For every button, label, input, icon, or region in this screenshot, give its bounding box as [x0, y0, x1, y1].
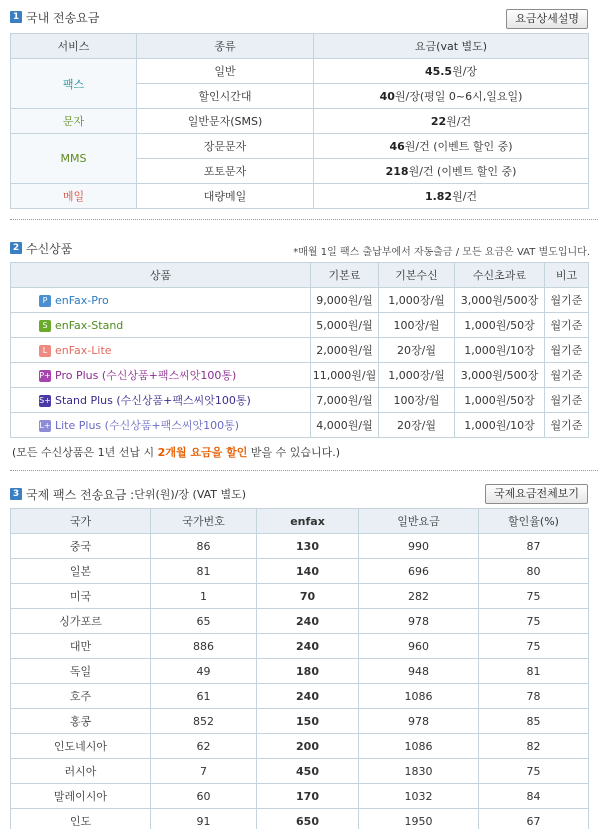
product-pro-plus[interactable]: P+ Pro Plus (수신상품+팩스씨앗100통) — [11, 363, 311, 388]
service-mail: 메일 — [11, 184, 137, 209]
table-row — [11, 184, 589, 209]
domestic-section-header — [10, 7, 99, 27]
pro-plus-icon: P+ — [39, 371, 51, 380]
discount-rate-cell: 75 — [479, 634, 589, 659]
enfax-rate-cell: 450 — [257, 759, 359, 784]
domestic-rate-table — [10, 33, 589, 209]
normal-rate-cell: 282 — [359, 584, 479, 609]
discount-rate-cell: 75 — [479, 759, 589, 784]
intl-section-header — [10, 484, 246, 504]
table-header-row — [11, 509, 589, 534]
normal-rate-cell: 1086 — [359, 684, 479, 709]
table-row — [11, 559, 589, 584]
intl-rate-table — [10, 508, 589, 829]
base-fee: 11,000원/월 — [311, 363, 379, 388]
enfax-rate-cell: 170 — [257, 784, 359, 809]
section-divider — [10, 470, 598, 471]
table-row — [11, 363, 589, 388]
service-mms: MMS — [11, 134, 137, 184]
column-header: 기본료 — [311, 263, 379, 288]
table-row — [11, 734, 589, 759]
domestic-title: 국내 전송요금 — [26, 10, 100, 25]
rate-price: 218원/건 (이벤트 할인 중) — [314, 159, 589, 184]
base-receive: 20장/월 — [379, 338, 455, 363]
rate-price: 1.82원/건 — [314, 184, 589, 209]
intl-title: 국제 팩스 전송요금 : — [26, 487, 135, 502]
country-code-cell: 61 — [151, 684, 257, 709]
table-row — [11, 684, 589, 709]
discount-rate-cell: 81 — [479, 659, 589, 684]
country-cell: 인도 — [11, 809, 151, 829]
table-row — [11, 634, 589, 659]
enfax-rate-cell: 240 — [257, 609, 359, 634]
overage-fee: 1,000원/50장 — [455, 313, 545, 338]
country-cell: 중국 — [11, 534, 151, 559]
rate-price: 46원/건 (이벤트 할인 중) — [314, 134, 589, 159]
table-row — [11, 759, 589, 784]
rate-type: 장문문자 — [137, 134, 314, 159]
country-cell: 독일 — [11, 659, 151, 684]
discount-rate-cell: 85 — [479, 709, 589, 734]
discount-rate-cell: 78 — [479, 684, 589, 709]
normal-rate-cell: 948 — [359, 659, 479, 684]
table-row — [11, 534, 589, 559]
table-row — [11, 809, 589, 829]
overage-fee: 3,000원/500장 — [455, 363, 545, 388]
country-cell: 말레이시아 — [11, 784, 151, 809]
enfax-rate-cell: 180 — [257, 659, 359, 684]
receive-title: 수신상품 — [26, 241, 73, 256]
receive-section-header — [10, 238, 72, 258]
normal-rate-cell: 960 — [359, 634, 479, 659]
base-receive: 100장/월 — [379, 313, 455, 338]
product-enfax-lite[interactable]: L enFax-Lite — [11, 338, 311, 363]
normal-rate-cell: 1830 — [359, 759, 479, 784]
remark: 월기준 — [545, 388, 589, 413]
intl-unit: 단위(원)/장 (VAT 별도) — [134, 488, 247, 501]
section-number-badge: 2 — [10, 242, 22, 254]
remark: 월기준 — [545, 338, 589, 363]
country-cell: 싱가포르 — [11, 609, 151, 634]
discount-rate-cell: 75 — [479, 609, 589, 634]
base-receive: 1,000장/월 — [379, 288, 455, 313]
normal-rate-cell: 1032 — [359, 784, 479, 809]
column-header: 종류 — [137, 34, 314, 59]
country-cell: 호주 — [11, 684, 151, 709]
rate-type: 일반문자(SMS) — [137, 109, 314, 134]
enfax-rate-cell: 240 — [257, 634, 359, 659]
column-header: 기본수신 — [379, 263, 455, 288]
stand-icon: S — [39, 320, 51, 332]
overage-fee: 1,000원/10장 — [455, 338, 545, 363]
column-header: 국가번호 — [151, 509, 257, 534]
rate-type: 포토문자 — [137, 159, 314, 184]
country-cell: 인도네시아 — [11, 734, 151, 759]
enfax-rate-cell: 150 — [257, 709, 359, 734]
column-header: 서비스 — [11, 34, 137, 59]
enfax-rate-cell: 200 — [257, 734, 359, 759]
base-receive: 1,000장/월 — [379, 363, 455, 388]
discount-rate-cell: 84 — [479, 784, 589, 809]
country-code-cell: 49 — [151, 659, 257, 684]
section-divider — [10, 219, 598, 220]
receive-note: *매월 1일 팩스 출납부에서 자동출금 / 모든 요금은 VAT 별도입니다. — [293, 247, 590, 258]
rate-type: 할인시간대 — [137, 84, 314, 109]
table-row — [11, 784, 589, 809]
table-row — [11, 584, 589, 609]
remark: 월기준 — [545, 363, 589, 388]
enfax-rate-cell: 70 — [257, 584, 359, 609]
column-header: 일반요금 — [359, 509, 479, 534]
product-stand-plus[interactable]: S+ Stand Plus (수신상품+팩스씨앗100통) — [11, 388, 311, 413]
country-code-cell: 852 — [151, 709, 257, 734]
normal-rate-cell: 978 — [359, 709, 479, 734]
base-receive: 100장/월 — [379, 388, 455, 413]
column-header: 요금(vat 별도) — [314, 34, 589, 59]
lite-icon: L — [39, 345, 51, 357]
receive-product-table — [10, 262, 589, 438]
section-number-badge: 1 — [10, 11, 22, 23]
country-code-cell: 886 — [151, 634, 257, 659]
table-row — [11, 388, 589, 413]
table-row — [11, 288, 589, 313]
discount-rate-cell: 80 — [479, 559, 589, 584]
table-row — [11, 59, 589, 84]
lite-plus-icon: L+ — [39, 421, 51, 430]
product-enfax-pro[interactable]: P enFax-Pro — [11, 288, 311, 313]
country-code-cell: 65 — [151, 609, 257, 634]
remark: 월기준 — [545, 413, 589, 438]
enfax-rate-cell: 140 — [257, 559, 359, 584]
country-cell: 러시아 — [11, 759, 151, 784]
prepay-discount-note: (모든 수신상품은 1년 선납 시 2개월 요금을 할인 받을 수 있습니다.) — [12, 446, 341, 459]
normal-rate-cell: 978 — [359, 609, 479, 634]
overage-fee: 1,000원/50장 — [455, 388, 545, 413]
section-number-badge: 3 — [10, 488, 22, 500]
country-cell: 미국 — [11, 584, 151, 609]
discount-rate-cell: 67 — [479, 809, 589, 829]
base-fee: 4,000원/월 — [311, 413, 379, 438]
column-header: 수신초과료 — [455, 263, 545, 288]
normal-rate-cell: 990 — [359, 534, 479, 559]
column-header: 할인율(%) — [479, 509, 589, 534]
overage-fee: 3,000원/500장 — [455, 288, 545, 313]
column-header: 국가 — [11, 509, 151, 534]
rate-price: 40원/장(평일 0~6시,일요일) — [314, 84, 589, 109]
remark: 월기준 — [545, 313, 589, 338]
base-fee: 7,000원/월 — [311, 388, 379, 413]
table-row — [11, 609, 589, 634]
enfax-rate-cell: 240 — [257, 684, 359, 709]
table-row — [11, 109, 589, 134]
table-row — [11, 313, 589, 338]
country-code-cell: 7 — [151, 759, 257, 784]
rate-type: 일반 — [137, 59, 314, 84]
product-lite-plus[interactable]: L+ Lite Plus (수신상품+팩스씨앗100통) — [11, 413, 311, 438]
pro-icon: P — [39, 295, 51, 307]
discount-rate-cell: 87 — [479, 534, 589, 559]
country-code-cell: 86 — [151, 534, 257, 559]
country-code-cell: 91 — [151, 809, 257, 829]
rate-detail-button[interactable]: 요금상세설명 — [506, 9, 588, 29]
rate-price: 45.5원/장 — [314, 59, 589, 84]
overage-fee: 1,000원/10장 — [455, 413, 545, 438]
product-enfax-stand[interactable]: S enFax-Stand — [11, 313, 311, 338]
base-fee: 2,000원/월 — [311, 338, 379, 363]
discount-highlight: 2개월 요금을 할인 — [157, 446, 248, 459]
base-receive: 20장/월 — [379, 413, 455, 438]
remark: 월기준 — [545, 288, 589, 313]
normal-rate-cell: 1086 — [359, 734, 479, 759]
column-header: 비고 — [545, 263, 589, 288]
table-header-row — [11, 34, 589, 59]
base-fee: 5,000원/월 — [311, 313, 379, 338]
country-code-cell: 1 — [151, 584, 257, 609]
country-code-cell: 81 — [151, 559, 257, 584]
rate-price: 22원/건 — [314, 109, 589, 134]
country-code-cell: 60 — [151, 784, 257, 809]
normal-rate-cell: 1950 — [359, 809, 479, 829]
table-row — [11, 709, 589, 734]
enfax-rate-cell: 650 — [257, 809, 359, 829]
service-sms: 문자 — [11, 109, 137, 134]
country-cell: 대만 — [11, 634, 151, 659]
table-row — [11, 413, 589, 438]
normal-rate-cell: 696 — [359, 559, 479, 584]
discount-rate-cell: 75 — [479, 584, 589, 609]
rate-type: 대량메일 — [137, 184, 314, 209]
service-fax: 팩스 — [11, 59, 137, 109]
enfax-rate-cell: 130 — [257, 534, 359, 559]
country-code-cell: 62 — [151, 734, 257, 759]
base-fee: 9,000원/월 — [311, 288, 379, 313]
table-row — [11, 338, 589, 363]
country-cell: 홍콩 — [11, 709, 151, 734]
column-header: enfax — [257, 509, 359, 534]
table-row — [11, 659, 589, 684]
stand-plus-icon: S+ — [39, 396, 51, 405]
country-cell: 일본 — [11, 559, 151, 584]
column-header: 상품 — [11, 263, 311, 288]
table-row — [11, 134, 589, 159]
intl-all-rates-button[interactable]: 국제요금전체보기 — [485, 484, 588, 504]
table-header-row — [11, 263, 589, 288]
discount-rate-cell: 82 — [479, 734, 589, 759]
